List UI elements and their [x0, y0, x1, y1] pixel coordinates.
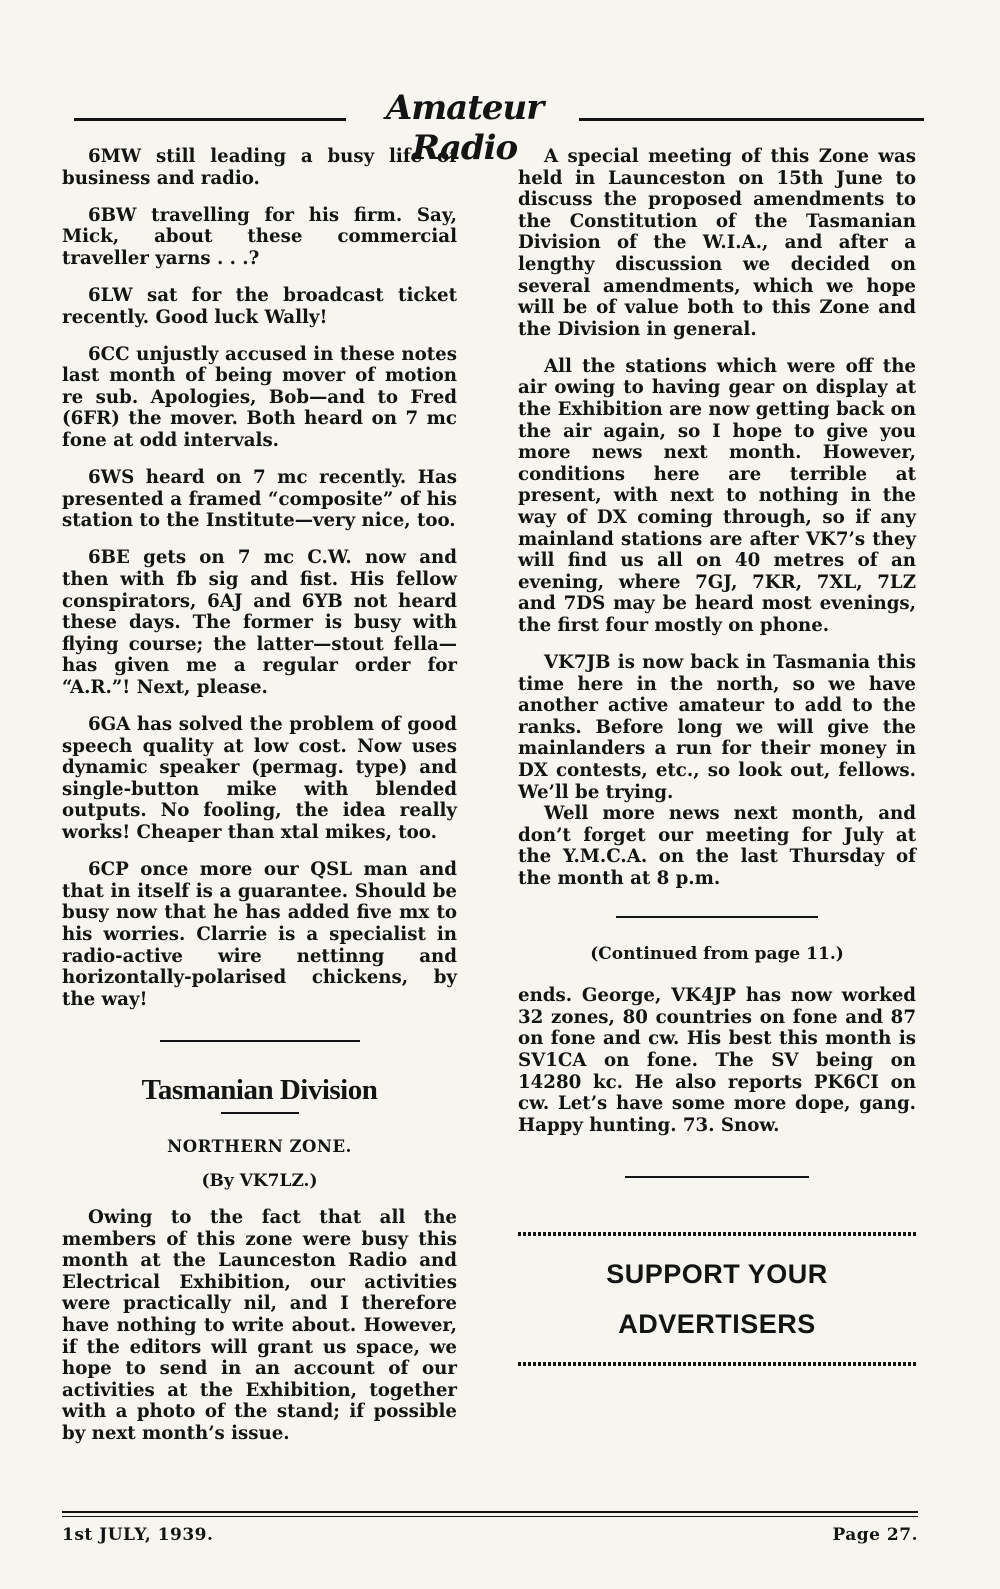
- left-column: [62, 146, 457, 1445]
- support-line-2: ADVERTISERS: [618, 1308, 816, 1339]
- masthead-rule-right: [579, 118, 924, 121]
- news-paragraph: 6BW travelling for his firm. Say, Mick, about these commercial traveller yarns . . .?: [62, 204, 457, 269]
- continued-paragraph: ends. George, VK4JP has now worked 32 zones, 80 countries on fone and 87 on fone and cw. His best this month is SV1CA on fone. The SV being on 14280 kc. He also reports PK6CI on cw. Let’s have some more dope, gang. Happy hunting. 73. Snow.: [518, 985, 916, 1136]
- section-title: Tasmanian Division: [141, 1074, 378, 1107]
- footer-rule-thin: [62, 1516, 918, 1517]
- masthead-title: Amateur Radio: [385, 88, 544, 168]
- title-underline: [221, 1112, 299, 1114]
- section-divider: [160, 1040, 360, 1042]
- news-paragraph: 6GA has solved the problem of good speech quality at low cost. Now uses dynamic speaker (permag. type) and single-button mike with blended outputs. No fooling, the idea really works! Cheaper than xtal mikes, too.: [62, 714, 457, 844]
- masthead-rule-left: [74, 118, 346, 121]
- news-paragraph: 6LW sat for the broadcast ticket recently. Good luck Wally!: [62, 284, 457, 328]
- byline: (By VK7LZ.): [201, 1171, 318, 1192]
- page-number: Page 27.: [832, 1525, 918, 1545]
- news-paragraph: 6CP once more our QSL man and that in itself is a guarantee. Should be busy now that he has added five mx to his worries. Clarrie is a specialist in radio-active wire nettinng and horizontally-polarised chickens, by the way!: [62, 859, 457, 1010]
- zone-title: NORTHERN ZONE.: [167, 1136, 352, 1156]
- section-divider: [625, 1176, 809, 1178]
- news-paragraph: 6MW still leading a busy life of business and radio.: [62, 146, 457, 189]
- intro-paragraph: Owing to the fact that all the members of this zone were busy this month at the Launceston Radio and Electrical Exhibition, our activities were practically nil, and I therefore have nothing to write about. However, if the editors will grant us space, we hope to send in an account of our activities at the Exhibition, together with a photo of the stand; if possible by next month’s issue.: [62, 1207, 457, 1444]
- dotted-rule-bottom: [518, 1362, 916, 1366]
- news-paragraph: 6WS heard on 7 mc recently. Has presented a framed “composite” of his station to the Institute—very nice, too.: [62, 467, 457, 532]
- right-column: [518, 146, 916, 1366]
- news-paragraph: All the stations which were off the air owing to having gear on display at the Exhibition are now getting back on the air again, so I hope to give you more news next month. However, conditions here are terrible at present, with next to nothing in the way of DX coming through, so if any mainland stations are after VK7’s they will find us all on 40 metres of an evening, where 7GJ, 7KR, 7XL, 7LZ and 7DS may be heard most evenings, the first four mostly on phone.: [518, 355, 916, 636]
- masthead: [74, 88, 929, 168]
- news-paragraph: A special meeting of this Zone was held in Launceston on 15th June to discuss the proposed amendments to the Constitution of the Tasmanian Division of the W.I.A., and after a lengthy discussion we decided on several amendments, which we hope will be of value both to this Zone and the Division in general.: [518, 146, 916, 340]
- news-paragraph: VK7JB is now back in Tasmania this time here in the north, so we have another active amateur to add to the ranks. Before long we will give the mainlanders a run for their money in DX contests, etc., so look out, fellows. We’ll be trying.: [518, 652, 916, 803]
- news-paragraph: 6CC unjustly accused in these notes last month of being mover of motion re sub. Apologies, Bob—and to Fred (6FR) the mover. Both heard on 7 mc fone at odd intervals.: [62, 343, 457, 452]
- dotted-rule-top: [518, 1232, 916, 1236]
- section-divider: [616, 916, 818, 918]
- footer-rule: [62, 1511, 918, 1513]
- support-line-1: SUPPORT YOUR: [606, 1259, 828, 1290]
- news-paragraph: Well more news next month, and don’t forget our meeting for July at the Y.M.C.A. on the last Thursday of the month at 8 p.m.: [518, 803, 916, 889]
- continued-note: (Continued from page 11.): [590, 943, 844, 964]
- issue-date: 1st JULY, 1939.: [62, 1525, 214, 1545]
- news-paragraph: 6BE gets on 7 mc C.W. now and then with fb sig and fist. His fellow conspirators, 6AJ and 6YB not heard these days. The former is busy with flying course; the latter—stout fella—has given me a regular order for “A.R.”! Next, please.: [62, 547, 457, 698]
